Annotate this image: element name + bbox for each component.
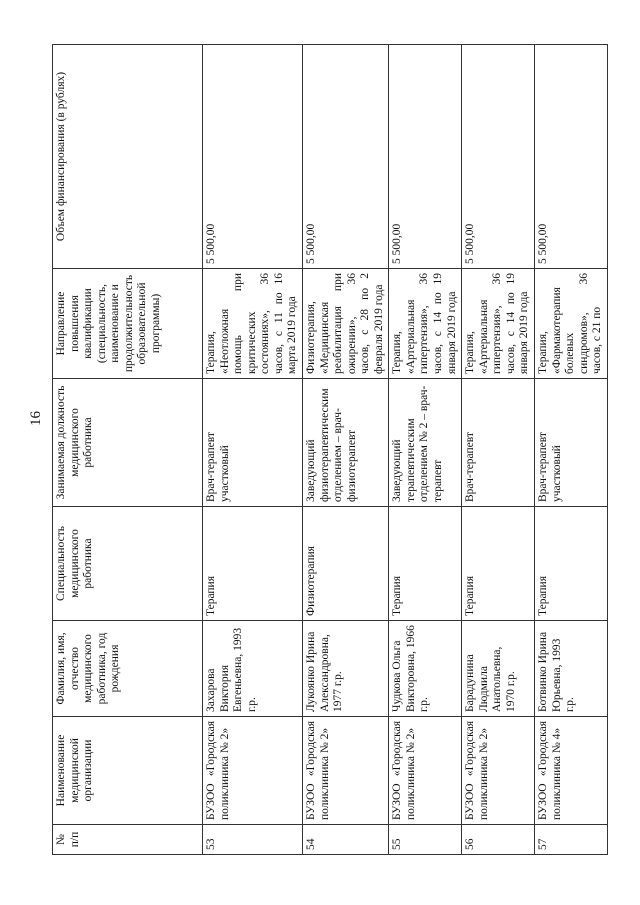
cell-dir: Терапия, «Артериальная гипертензия», 36 часов, с 14 по 19 января 2019 года bbox=[389, 269, 462, 379]
cell-num: 55 bbox=[389, 825, 462, 855]
cell-spec: Терапия bbox=[389, 507, 462, 621]
cell-dir: Терапия, «Артериальная гипертензия», 36 часов, с 14 по 19 января 2019 года bbox=[462, 269, 535, 379]
cell-org: БУЗОО «Городская поликлиника № 2» bbox=[302, 717, 388, 825]
header-dir: Направление повышения квалификации (специальность, наименование и продолжительность образовательной программы) bbox=[53, 269, 203, 379]
cell-org: БУЗОО «Городская поликлиника № 2» bbox=[389, 717, 462, 825]
table-row bbox=[462, 45, 535, 855]
cell-org: БУЗОО «Городская поликлиника № 2» bbox=[203, 717, 303, 825]
cell-fio: Чудкова Ольга Викторовна, 1966 г.р. bbox=[389, 621, 462, 717]
cell-pos: Врач-терапевт bbox=[462, 379, 535, 507]
cell-pos: Врач-терапевт участковый bbox=[534, 379, 607, 507]
cell-pos: Заведующий физиотерапевтическим отделением – врач-физиотерапевт bbox=[302, 379, 388, 507]
header-fin: Объем финансирования (в рублях) bbox=[53, 45, 203, 269]
cell-org: БУЗОО «Городская поликлиника № 4» bbox=[534, 717, 607, 825]
training-table bbox=[52, 44, 608, 855]
cell-spec: Физиотерапия bbox=[302, 507, 388, 621]
table-row bbox=[389, 45, 462, 855]
header-org: Наименование медицинской организации bbox=[53, 717, 203, 825]
cell-fin: 5 500,00 bbox=[534, 45, 607, 269]
cell-num: 54 bbox=[302, 825, 388, 855]
cell-fio: Захарова Виктория Евгеньевна, 1993 г.р. bbox=[203, 621, 303, 717]
cell-dir: Физиотерапия, «Медицинская реабилитация при ожирении», 36 часов, с 28 по 2 февраля 2019 года bbox=[302, 269, 388, 379]
table-row bbox=[534, 45, 607, 855]
cell-spec: Терапия bbox=[534, 507, 607, 621]
cell-num: 53 bbox=[203, 825, 303, 855]
cell-org: БУЗОО «Городская поликлиника № 2» bbox=[462, 717, 535, 825]
cell-dir: Терапия, «Фармакотерапия болевых синдромов», 36 часов, с 21 по bbox=[534, 269, 607, 379]
cell-fin: 5 500,00 bbox=[389, 45, 462, 269]
cell-fio: Лукоянко Ирина Александровна, 1977 г.р. bbox=[302, 621, 388, 717]
table-row bbox=[203, 45, 303, 855]
page-number: 16 bbox=[28, 411, 44, 426]
cell-fin: 5 500,00 bbox=[462, 45, 535, 269]
cell-num: 57 bbox=[534, 825, 607, 855]
cell-pos: Врач-терапевт участковый bbox=[203, 379, 303, 507]
cell-fin: 5 500,00 bbox=[302, 45, 388, 269]
cell-dir: Терапия, «Неотложная помощь при критических состояниях», 36 часов, с 11 по 16 марта 2019 года bbox=[203, 269, 303, 379]
header-num: № п/п bbox=[53, 825, 203, 855]
header-fio: Фамилия, имя, отчество медицинского работника, год рождения bbox=[53, 621, 203, 717]
table-row bbox=[302, 45, 388, 855]
cell-spec: Терапия bbox=[203, 507, 303, 621]
cell-spec: Терапия bbox=[462, 507, 535, 621]
header-row bbox=[53, 45, 203, 855]
header-spec: Специальность медицинского работника bbox=[53, 507, 203, 621]
cell-fin: 5 500,00 bbox=[203, 45, 303, 269]
cell-fio: Барадунина Людмила Анатольевна, 1970 г.р. bbox=[462, 621, 535, 717]
cell-pos: Заведующий терапевтическим отделением № 2 – врач-терапевт bbox=[389, 379, 462, 507]
cell-fio: Ботвинко Ирина Юрьевна, 1993 г.р. bbox=[534, 621, 607, 717]
cell-num: 56 bbox=[462, 825, 535, 855]
rotated-page bbox=[52, 45, 604, 855]
header-pos: Занимаемая должность медицинского работника bbox=[53, 379, 203, 507]
